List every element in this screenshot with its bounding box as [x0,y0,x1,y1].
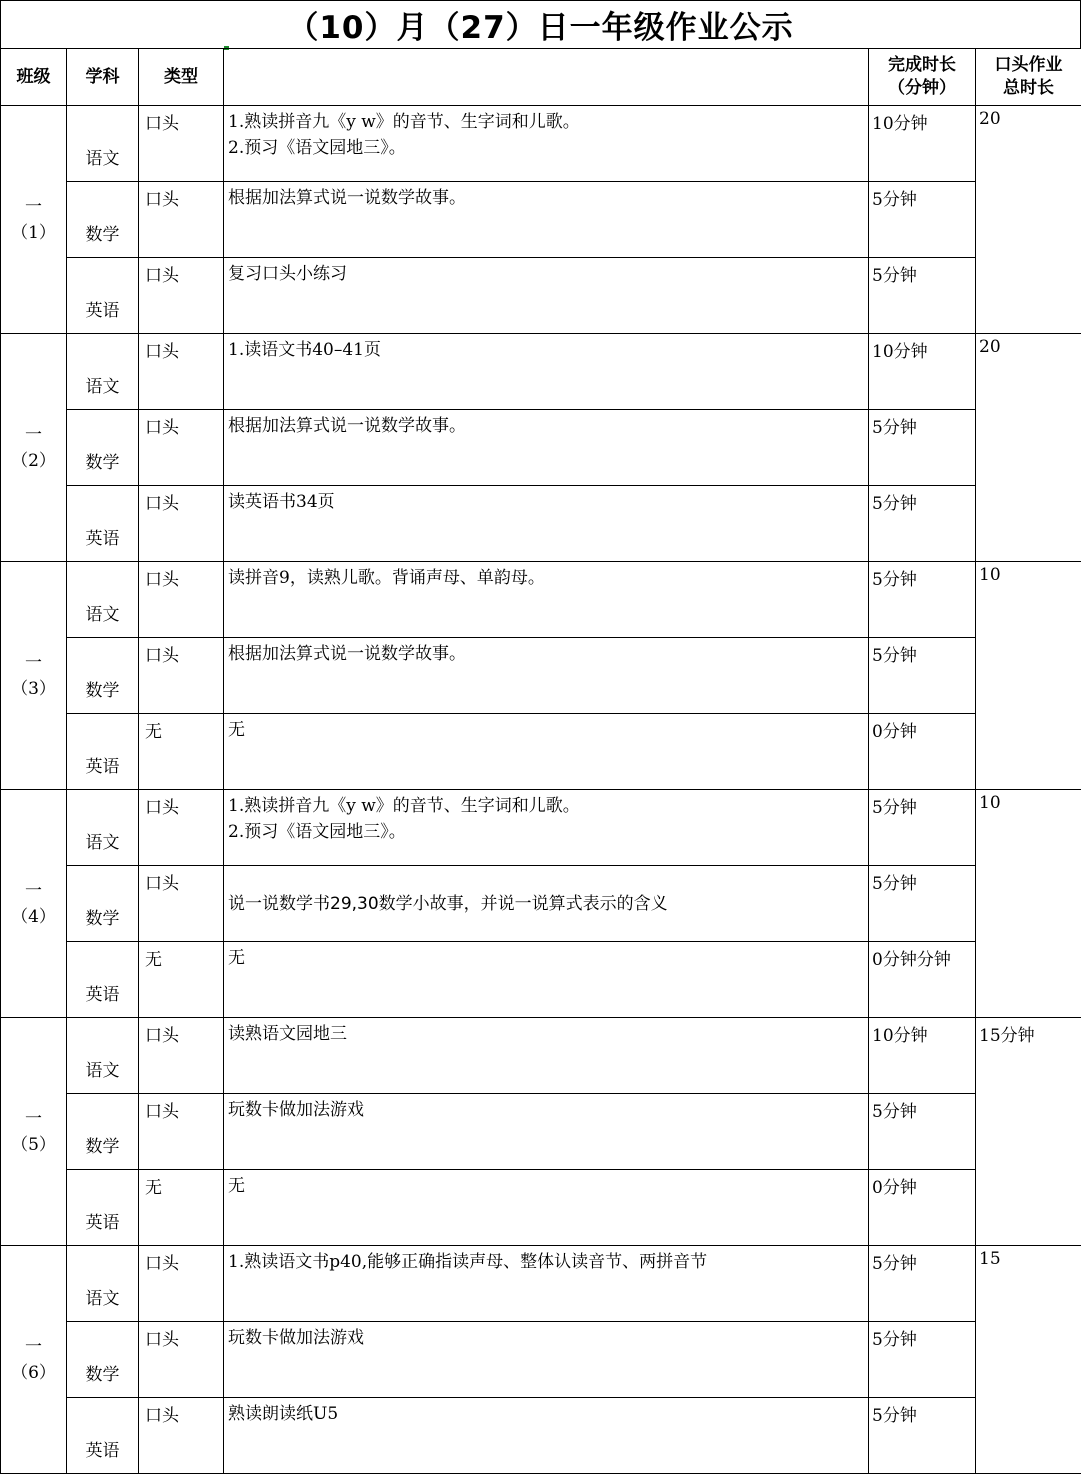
subject-cell [67,1246,139,1322]
content-cell [224,410,869,486]
subject-cell [67,866,139,942]
subject-cell-text: 语文 [86,372,120,397]
type-cell [139,790,224,866]
type-cell [139,1094,224,1170]
content-cell-text: 根据加法算式说一说数学故事。 [224,638,868,667]
subject-cell-text: 英语 [86,1208,120,1233]
content-cell-text: 复习口头小练习 [224,258,868,287]
homework-table [0,48,1081,1474]
type-cell-text: 口头 [139,334,223,362]
type-cell [139,1170,224,1246]
duration-cell [869,1246,976,1322]
subject-cell [67,942,139,1018]
subject-cell-text: 数学 [86,448,120,473]
type-cell-text: 口头 [139,106,223,134]
type-cell [139,258,224,334]
duration-cell-text: 5分钟 [869,410,975,438]
content-cell [224,942,869,1018]
subject-cell-text: 数学 [86,904,120,929]
content-cell-text: 无 [224,942,868,971]
type-cell [139,714,224,790]
subject-cell-text: 语文 [86,600,120,625]
content-cell-text: 1.熟读拼音九《y w》的音节、生字词和儿歌。 2.预习《语文园地三》。 [224,106,868,161]
total-cell [976,790,1081,1018]
table-row [1,638,1081,714]
type-cell-text: 口头 [139,638,223,666]
duration-cell [869,714,976,790]
table-row [1,1018,1081,1094]
header-total: 口头作业 总时长 [976,49,1081,106]
subject-cell-text: 语文 [86,144,120,169]
duration-cell [869,106,976,182]
duration-cell-text: 5分钟 [869,1322,975,1350]
duration-cell [869,562,976,638]
subject-cell [67,334,139,410]
duration-cell [869,1398,976,1474]
content-cell-text: 读熟语文园地三 [224,1018,868,1047]
type-cell [139,1398,224,1474]
class-name-cell: 一 （3） [1,562,67,790]
content-cell [224,866,869,942]
subject-cell [67,562,139,638]
content-cell-text: 玩数卡做加法游戏 [224,1094,868,1123]
header-subject: 学科 [67,49,139,106]
type-cell [139,106,224,182]
header-row [1,49,1081,106]
type-cell [139,638,224,714]
subject-cell-text: 语文 [86,1056,120,1081]
content-cell [224,1398,869,1474]
table-row [1,258,1081,334]
duration-cell [869,1094,976,1170]
type-cell-text: 口头 [139,1246,223,1274]
table-row [1,1246,1081,1322]
table-row [1,562,1081,638]
content-cell [224,1322,869,1398]
total-cell [976,562,1081,790]
type-cell-text: 口头 [139,790,223,818]
content-cell-text: 根据加法算式说一说数学故事。 [224,182,868,211]
subject-cell-text: 英语 [86,1436,120,1461]
type-cell-text: 口头 [139,182,223,210]
table-row [1,334,1081,410]
duration-cell-text: 10分钟 [869,1018,975,1046]
duration-cell-text: 5分钟 [869,638,975,666]
content-cell [224,714,869,790]
type-cell-text: 口头 [139,410,223,438]
class-name-cell: 一 （6） [1,1246,67,1474]
type-cell-text: 口头 [139,1018,223,1046]
total-cell-text: 20 [976,106,1081,129]
subject-cell-text: 英语 [86,296,120,321]
content-cell-text: 熟读朗读纸U5 [224,1398,868,1427]
header-class: 班级 [1,49,67,106]
table-row [1,714,1081,790]
subject-cell [67,486,139,562]
type-cell [139,182,224,258]
type-cell [139,562,224,638]
total-cell-text: 20 [976,334,1081,357]
type-cell [139,410,224,486]
type-cell-text: 口头 [139,1322,223,1350]
duration-cell [869,334,976,410]
type-cell-text: 口头 [139,562,223,590]
duration-cell [869,410,976,486]
header-type: 类型 [139,49,224,106]
subject-cell-text: 英语 [86,752,120,777]
content-cell-text: 无 [224,714,868,743]
total-cell-text: 15 [976,1246,1081,1269]
total-cell-text: 10 [976,562,1081,585]
duration-cell-text: 5分钟 [869,258,975,286]
subject-cell [67,1322,139,1398]
class-name-cell: 一 （1） [1,106,67,334]
content-cell [224,182,869,258]
subject-cell [67,714,139,790]
subject-cell [67,1170,139,1246]
content-cell-text: 1.熟读语文书p40,能够正确指读声母、整体认读音节、两拼音节 [224,1246,868,1275]
duration-cell [869,1170,976,1246]
type-cell-text: 口头 [139,1094,223,1122]
subject-cell [67,106,139,182]
type-cell-text: 口头 [139,486,223,514]
content-cell-text: 读英语书34页 [224,486,868,515]
content-cell [224,1018,869,1094]
type-cell-text: 无 [139,1170,223,1198]
total-cell [976,1246,1081,1474]
duration-cell [869,866,976,942]
subject-cell [67,790,139,866]
duration-cell-text: 0分钟 [869,714,975,742]
content-cell-text: 玩数卡做加法游戏 [224,1322,868,1351]
duration-cell [869,1018,976,1094]
subject-cell-text: 数学 [86,1360,120,1385]
total-cell [976,334,1081,562]
subject-cell [67,258,139,334]
subject-cell [67,410,139,486]
subject-cell [67,1094,139,1170]
header-content [224,49,869,106]
type-cell [139,334,224,410]
content-cell-text: 根据加法算式说一说数学故事。 [224,410,868,439]
type-cell [139,1322,224,1398]
page-title: （10）月（27）日一年级作业公示 [0,0,1081,48]
table-body [1,106,1081,1474]
table-row [1,866,1081,942]
duration-cell [869,638,976,714]
class-name-cell: 一 （2） [1,334,67,562]
class-name-cell: 一 （5） [1,1018,67,1246]
total-cell-text: 10 [976,790,1081,813]
duration-cell [869,942,976,1018]
subject-cell [67,182,139,258]
content-cell-text: 说一说数学书29,30数学小故事，并说一说算式表示的含义 [224,866,868,917]
type-cell [139,486,224,562]
type-cell-text: 口头 [139,866,223,894]
content-cell [224,486,869,562]
table-row [1,1170,1081,1246]
subject-cell-text: 英语 [86,980,120,1005]
subject-cell [67,638,139,714]
table-row [1,790,1081,866]
table-row [1,410,1081,486]
content-cell-text: 读拼音9，读熟儿歌。背诵声母、单韵母。 [224,562,868,591]
table-row [1,1398,1081,1474]
duration-cell-text: 10分钟 [869,334,975,362]
subject-cell-text: 语文 [86,828,120,853]
content-cell [224,106,869,182]
content-cell [224,334,869,410]
table-row [1,1094,1081,1170]
duration-cell-text: 5分钟 [869,790,975,818]
content-cell [224,790,869,866]
type-cell [139,866,224,942]
content-cell-text: 1.熟读拼音九《y w》的音节、生字词和儿歌。 2.预习《语文园地三》。 [224,790,868,845]
subject-cell-text: 数学 [86,676,120,701]
type-cell [139,942,224,1018]
type-cell-text: 无 [139,942,223,970]
subject-cell-text: 英语 [86,524,120,549]
content-cell [224,1094,869,1170]
content-cell-text: 无 [224,1170,868,1199]
duration-cell-text: 5分钟 [869,562,975,590]
subject-cell [67,1398,139,1474]
type-cell-text: 口头 [139,1398,223,1426]
duration-cell [869,486,976,562]
type-cell [139,1246,224,1322]
subject-cell-text: 数学 [86,220,120,245]
duration-cell-text: 5分钟 [869,1398,975,1426]
content-cell [224,1246,869,1322]
duration-cell-text: 10分钟 [869,106,975,134]
table-row [1,486,1081,562]
table-row [1,106,1081,182]
duration-cell [869,258,976,334]
duration-cell-text: 5分钟 [869,1246,975,1274]
subject-cell-text: 数学 [86,1132,120,1157]
content-cell [224,638,869,714]
total-cell-text: 15分钟 [976,1018,1081,1046]
total-cell [976,1018,1081,1246]
table-row [1,1322,1081,1398]
duration-cell-text: 0分钟分钟 [869,942,975,970]
class-name-cell: 一 （4） [1,790,67,1018]
subject-cell [67,1018,139,1094]
type-cell-text: 无 [139,714,223,742]
header-duration: 完成时长 （分钟） [869,49,976,106]
content-cell [224,562,869,638]
duration-cell-text: 5分钟 [869,1094,975,1122]
duration-cell-text: 5分钟 [869,866,975,894]
duration-cell-text: 5分钟 [869,486,975,514]
table-row [1,182,1081,258]
duration-cell [869,790,976,866]
content-cell-text: 1.读语文书40–41页 [224,334,868,363]
duration-cell-text: 5分钟 [869,182,975,210]
content-cell [224,1170,869,1246]
type-cell-text: 口头 [139,258,223,286]
duration-cell [869,182,976,258]
content-cell [224,258,869,334]
table-row [1,942,1081,1018]
type-cell [139,1018,224,1094]
duration-cell-text: 0分钟 [869,1170,975,1198]
subject-cell-text: 语文 [86,1284,120,1309]
duration-cell [869,1322,976,1398]
total-cell [976,106,1081,334]
